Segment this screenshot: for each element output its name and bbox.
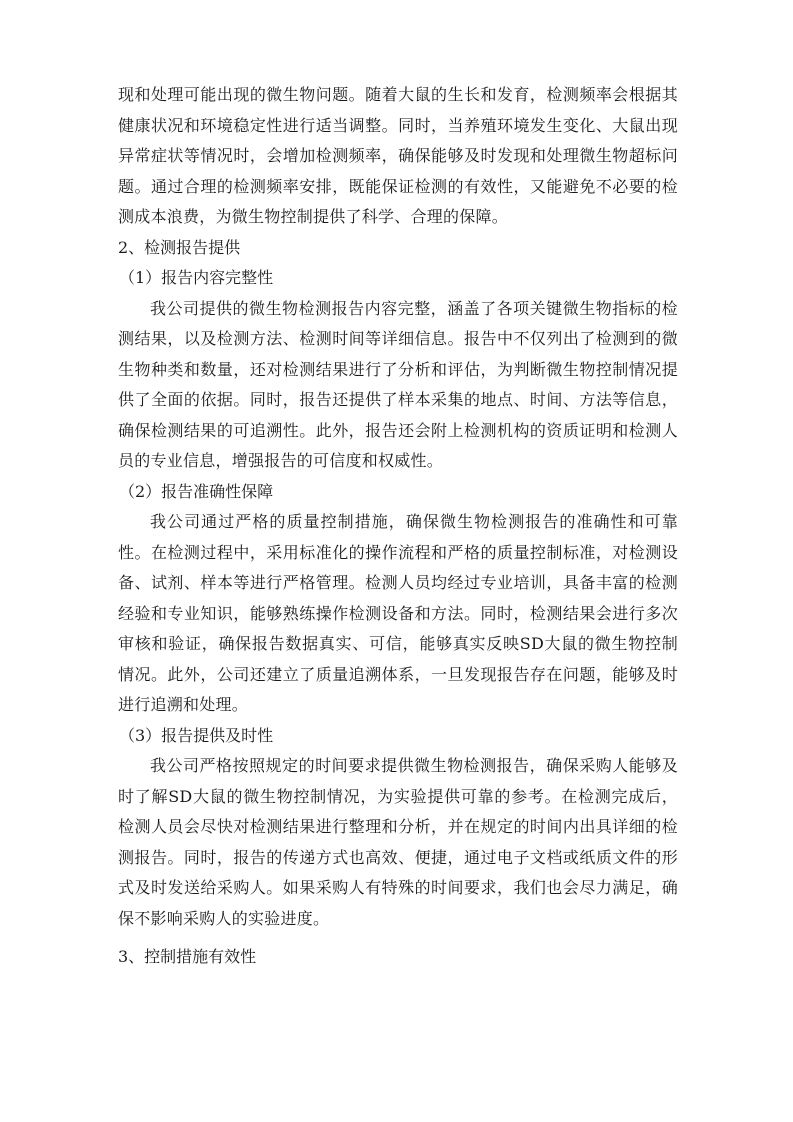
intro-paragraph: 现和处理可能出现的微生物问题。随着大鼠的生长和发育，检测频率会根据其健康状况和环境稳定性进行适当调整。同时，当养殖环境发生变化、大鼠出现异常症状等情况时，会增加检测频率，确保能够及时发现和处理微生物超标问题。通过合理的检测频率安排，既能保证检测的有效性，又能避免不必要的检测成本浪费，为微生物控制提供了科学、合理的保障。 [118, 85, 678, 226]
section-3-heading: 3、控制措施有效性 [118, 947, 257, 966]
subsection-1-heading: （1）报告内容完整性 [119, 268, 274, 287]
section-2-heading: 2、检测报告提供 [118, 237, 241, 257]
subsection-2-heading: （2）报告准确性保障 [119, 481, 274, 501]
subsection-3-heading: （3）报告提供及时性 [119, 725, 274, 745]
document-page [118, 80, 678, 973]
subsection-3-paragraph: 我公司严格按照规定的时间要求提供微生物检测报告，确保采购人能够及时了解SD大鼠的微生物控制情况，为实验提供可靠的参考。在检测完成后，检测人员会尽快对检测结果进行整理和分析，并在规定的时间内出具详细的检测报告。同时，报告的传递方式也高效、便捷，通过电子文档或纸质文件的形式及时发送给采购人。如果采购人有特殊的时间要求，我们也会尽力满足，确保不影响采购人的实验进度。 [118, 756, 678, 928]
subsection-1-paragraph: 我公司提供的微生物检测报告内容完整，涵盖了各项关键微生物指标的检测结果，以及检测方法、检测时间等详细信息。报告中不仅列出了检测到的微生物种类和数量，还对检测结果进行了分析和评估，为判断微生物控制情况提供了全面的依据。同时，报告还提供了样本采集的地点、时间、方法等信息，确保检测结果的可追溯性。此外，报告还会附上检测机构的资质证明和检测人员的专业信息，增强报告的可信度和权威性。 [118, 298, 678, 470]
subsection-2-paragraph: 我公司通过严格的质量控制措施，确保微生物检测报告的准确性和可靠性。在检测过程中，采用标准化的操作流程和严格的质量控制标准，对检测设备、试剂、样本等进行严格管理。检测人员均经过专业培训，具备丰富的检测经验和专业知识，能够熟练操作检测设备和方法。同时，检测结果会进行多次审核和验证，确保报告数据真实、可信，能够真实反映SD大鼠的微生物控制情况。此外，公司还建立了质量追溯体系，一旦发现报告存在问题，能够及时进行追溯和处理。 [118, 512, 678, 714]
